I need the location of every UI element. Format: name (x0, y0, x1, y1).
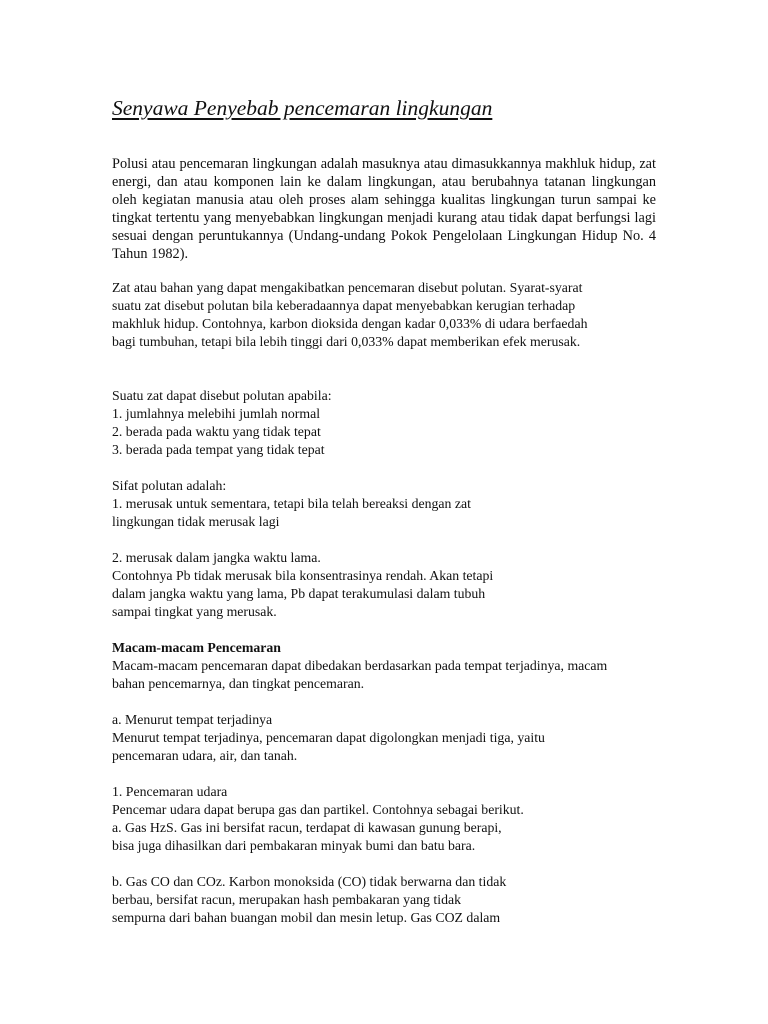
text-line: Contohnya Pb tidak merusak bila konsentrasinya rendah. Akan tetapi (112, 568, 494, 583)
text-line: Pencemar udara dapat berupa gas dan partikel. Contohnya sebagai berikut. (112, 802, 524, 817)
text-line: Zat atau bahan yang dapat mengakibatkan pencemaran disebut polutan. Syarat-syarat (112, 280, 583, 295)
text-line: Suatu zat dapat disebut polutan apabila: (112, 388, 332, 403)
list-item: 2. merusak dalam jangka waktu lama. (112, 550, 321, 565)
list-item: 1. merusak untuk sementara, tetapi bila telah bereaksi dengan zat (112, 496, 471, 511)
text-line: Sifat polutan adalah: (112, 478, 227, 493)
text-line: suatu zat disebut polutan bila keberadaannya dapat menyebabkan kerugian terhadap (112, 298, 576, 313)
text-line: Menurut tempat terjadinya, pencemaran dapat digolongkan menjadi tiga, yaitu (112, 730, 545, 745)
intro-paragraph: Polusi atau pencemaran lingkungan adalah masuknya atau dimasukkannya makhluk hidup, zat energi, dan atau komponen lain ke dalam lingkungan, atau berubahnya tatanan lingkungan oleh kegiatan manusia atau oleh proses alam sehingga kualitas lingkungan turun sampai ke tingkat tertentu yang menyebabkan lingkungan menjadi kurang atau tidak dapat berfungsi lagi sesuai dengan peruntukannya (Undang-undang Pokok Pengelolaan Lingkungan Hidup No. 4 Tahun 1982). (112, 156, 656, 262)
document-title: Senyawa Penyebab pencemaran lingkungan (112, 96, 493, 120)
subheading: a. Menurut tempat terjadinya (112, 712, 273, 727)
subheading: 1. Pencemaran udara (112, 784, 228, 799)
list-item: 2. berada pada waktu yang tidak tepat (112, 424, 321, 439)
text-line: makhluk hidup. Contohnya, karbon dioksida dengan kadar 0,033% di udara berfaedah (112, 316, 588, 331)
list-item: a. Gas HzS. Gas ini bersifat racun, terdapat di kawasan gunung berapi, (112, 820, 502, 835)
text-line: Macam-macam pencemaran dapat dibedakan berdasarkan pada tempat terjadinya, macam (112, 658, 608, 673)
text-line: berbau, bersifat racun, merupakan hash pembakaran yang tidak (112, 892, 461, 907)
text-line: pencemaran udara, air, dan tanah. (112, 748, 298, 763)
text-line: dalam jangka waktu yang lama, Pb dapat terakumulasi dalam tubuh (112, 586, 486, 601)
text-line: bahan pencemarnya, dan tingkat pencemaran. (112, 676, 365, 691)
text-line: sampai tingkat yang merusak. (112, 604, 277, 619)
section-heading: Macam-macam Pencemaran (112, 640, 281, 655)
text-line: bagi tumbuhan, tetapi bila lebih tinggi dari 0,033% dapat memberikan efek merusak. (112, 334, 581, 349)
text-line: lingkungan tidak merusak lagi (112, 514, 280, 529)
list-item: 3. berada pada tempat yang tidak tepat (112, 442, 325, 457)
text-line: sempurna dari bahan buangan mobil dan mesin letup. Gas COZ dalam (112, 910, 501, 925)
text-line: bisa juga dihasilkan dari pembakaran minyak bumi dan batu bara. (112, 838, 476, 853)
list-item: b. Gas CO dan COz. Karbon monoksida (CO) tidak berwarna dan tidak (112, 874, 507, 889)
list-item: 1. jumlahnya melebihi jumlah normal (112, 406, 321, 421)
